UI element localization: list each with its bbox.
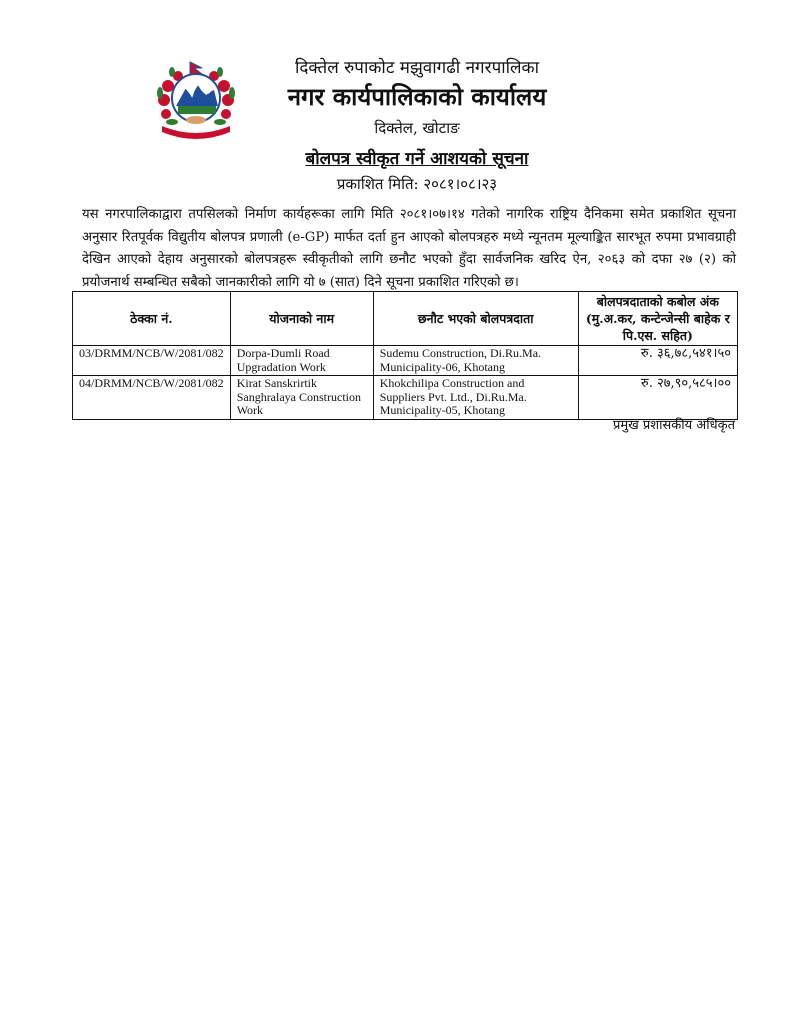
table-row — [73, 346, 738, 376]
notice-title: बोलपत्र स्वीकृत गर्ने आशयको सूचना — [305, 149, 529, 169]
contracts-table — [72, 291, 738, 420]
office-name: नगर कार्यपालिकाको कार्यालय — [287, 82, 547, 111]
signatory-title: प्रमुख प्रशासकीय अधिकृत — [612, 418, 735, 433]
table-row — [73, 376, 738, 420]
letterhead — [0, 56, 800, 140]
contract-number-cell: 04/DRMM/NCB/W/2081/082 — [73, 376, 231, 420]
bidder-cell: Sudemu Construction, Di.Ru.Ma. Municipality-06, Khotang — [373, 346, 578, 376]
office-location: दिक्तेल, खोटाङ — [374, 119, 460, 137]
published-date: प्रकाशित मिति: २०८१।०८।२३ — [336, 175, 498, 193]
column-header: बोलपत्रदाताको कबोल अंक (मु.अ.कर, कन्टेन्जेन्सी बाहेक र पि.एस. सहित) — [578, 292, 737, 346]
project-name-cell: Dorpa-Dumli Road Upgradation Work — [230, 346, 373, 376]
table-header-row — [73, 292, 738, 346]
column-header: छनौट भएको बोलपत्रदाता — [373, 292, 578, 346]
bidder-cell: Khokchilipa Construction and Suppliers Pvt. Ltd., Di.Ru.Ma. Municipality-05, Khotang — [373, 376, 578, 420]
notice-body: यस नगरपालिकाद्वारा तपसिलको निर्माण कार्यहरूका लागि मिति २०८१।०७।१४ गतेको नागरिक राष्ट्रिय दैनिकमा समेत प्रकाशित सूचना अनुसार रितपूर्वक विद्युतीय बोलपत्र प्रणाली (e-GP) मार्फत दर्ता हुन आएको बोलपत्रहरु मध्ये न्यूनतम मूल्याङ्कित सारभूत रुपमा प्रभावग्राही देखिन आएको देहाय अनुसारको बोलपत्रहरू स्वीकृतीको लागि छनौट भएको हुँदा सार्वजनिक खरिद ऐन, २०६३ को दफा २७ (२) को प्रयोजनार्थ सम्बन्धित सबैको जानकारीको लागि यो ७ (सात) दिने सूचना प्रकाशित गरिएको छ। — [82, 207, 736, 290]
municipality-name: दिक्तेल रुपाकोट मझुवागढी नगरपालिका — [294, 58, 540, 78]
bid-amount-cell: रु. २७,९०,५८५।०० — [578, 376, 737, 420]
column-header: योजनाको नाम — [230, 292, 373, 346]
project-name-cell: Kirat Sanskrirtik Sanghralaya Construction Work — [230, 376, 373, 420]
contract-number-cell: 03/DRMM/NCB/W/2081/082 — [73, 346, 231, 376]
column-header: ठेक्का नं. — [73, 292, 231, 346]
bid-amount-cell: रु. ३६,७८,५४१।५० — [578, 346, 737, 376]
